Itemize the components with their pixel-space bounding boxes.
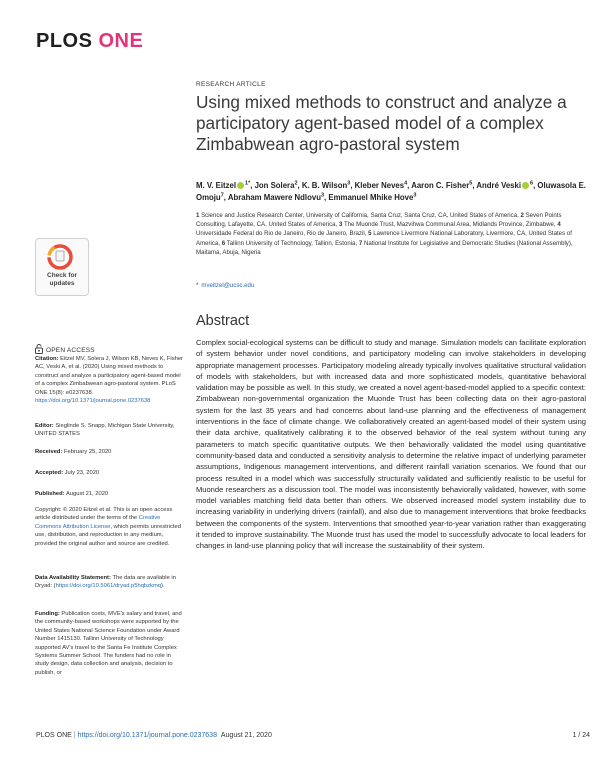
affiliation-number: 6 <box>221 239 226 247</box>
author-name: K. B. Wilson <box>301 181 348 190</box>
affiliation-number: 3 <box>338 221 343 229</box>
editor-block: Editor: Sieglinde S. Snapp, Michigan State University, UNITED STATES <box>35 423 175 438</box>
author-name: Aaron C. Fisher <box>411 181 470 190</box>
affiliation-text: Seven Points Consulting, Lafayette, CA, United States of America, <box>196 212 562 229</box>
author-name: Oluwasola E. Omoju <box>196 181 586 202</box>
open-access-label: OPEN ACCESS <box>35 344 95 354</box>
published-date: Published: August 21, 2020 <box>35 491 109 497</box>
affiliation-number: 5 <box>368 230 372 238</box>
logo-one: ONE <box>98 30 144 52</box>
license-link[interactable]: Creative Commons Attribution License <box>35 515 161 530</box>
author-name: Emmanuel Mhike Hove <box>328 192 414 202</box>
affiliation-text: Lawrence Livermore National Laboratory, Livermore, CA, United States of America, <box>196 230 572 247</box>
affiliation-text: National Institute for Legislative and Democratic Studies (National Assembly), Maitama, Abuja, Nigeria <box>196 239 573 256</box>
affiliation-text: The Muonde Trust, Mazvihwa Communal Area, Midlands Province, Zimbabwe, <box>343 221 556 229</box>
article-type: RESEARCH ARTICLE <box>196 81 266 88</box>
affiliation-number: 4 <box>557 221 561 229</box>
author-name: M. V. Eitzel <box>196 181 237 190</box>
corresponding-email[interactable] <box>196 282 254 289</box>
check-updates-icon <box>46 243 74 271</box>
journal-logo <box>36 30 143 53</box>
abstract-heading: Abstract <box>196 313 250 329</box>
page-footer: PLOS ONE | https://doi.org/10.1371/journal.pone.0237638 August 21, 2020 <box>36 732 272 739</box>
author-name: André Veski <box>476 181 522 190</box>
author-affiliation-number: 4 <box>404 180 408 187</box>
accepted-date: Accepted: July 23, 2020 <box>35 470 100 476</box>
affiliation-number: 2 <box>520 212 524 219</box>
abstract-text: Complex social-ecological systems can be difficult to study and manage. Simulation models can facilitate exploration of system behavior under novel conditions, and participatory modeling can involve stakeholders in developing appropriate management processes. Participatory modeling already typically involves qualitative structural validation of models with stakeholders, but with increased data and more sophisticated models, quantitative behavioral validation may be possible as well. In this study, we created a novel agent-based-model applied to a specific context: Zimbabwean non-governmental organization the Muonde Trust has been collecting data on their agro-pastoral system for the last 35 years and had concerns about land-use planning and the effectiveness of management interventions in the face of climate change. We collaboratively created an agent-based model of their system using their data archive, qualitatively calibrating it to the observed behavior of the real system without tuning any parameters to match specific quantitative outputs. We then behaviorally validated the model using quantitative community-based data and conducted a sensitivity analysis to determine the relative impact of underlying parameter assumptions, Indigenous management interventions, and different rainfall variation scenarios. We found that our process resulted in a model which was successfully structurally validated and sufficiently realistic to be useful for Muonde researchers as a discussion tool. The model was inconsistently behaviorally validated, however, with some model variables matching field data better than others. We observed increased model system instability due to increasing variability in underlying drivers (rainfall), and also due to management interventions that broke feedbacks between the components of the system. Interventions that smoothed year-to-year variation rather than exaggerating it tended to improve sustainability. The Muonde trust has used the model to successfully advocate to local leaders for changes in land-use planning policy that will increase the sustainability of their system. <box>196 338 586 551</box>
copyright-block: Copyright: © 2020 Eitzel et al. This is an open access article distributed under the terms of the Creative Commons Attribution License, which permits unrestricted use, distribution, and reproduction in any medium, provided the original author and source are credited. <box>35 507 181 547</box>
footer-journal: PLOS ONE <box>36 732 72 739</box>
author-affiliation-number: 3 <box>413 191 417 198</box>
affiliation-text: Science and Justice Research Center, University of California, Santa Cruz, Santa Cruz, CA, United States of America, <box>201 212 519 219</box>
author-affiliation-number: 2 <box>294 180 298 187</box>
logo-plos: PLOS <box>36 30 93 52</box>
citation-block: Citation: Eitzel MV, Solera J, Wilson KB, Neves K, Fisher AC, Veski A, et al. (2020) Using mixed methods to construct and analyze a participatory agent-based model of a complex Zimbabwean agro-pastoral system. PLoS ONE 15(8): e0237638. https://doi.org/10.1371/journal.pone.0237638 <box>35 356 183 405</box>
affiliation-text: Tallinn University of Technology, Tallinn, Estonia, <box>226 239 358 247</box>
author-name: Kleber Neves <box>354 181 405 190</box>
footer-date: August 21, 2020 <box>220 732 272 739</box>
author-name: Jon Solera <box>254 181 295 190</box>
orcid-icon[interactable] <box>522 182 529 189</box>
affiliation-number: 7 <box>358 239 363 247</box>
check-updates-label: Check for updates <box>47 272 77 287</box>
dryad-link[interactable]: https://doi.org/10.5061/dryad.p5hqbzkmq <box>55 583 162 590</box>
received-date: Received: February 25, 2020 <box>35 449 112 455</box>
author-affiliation-number: 3 <box>320 191 325 198</box>
email-star: * <box>196 282 199 289</box>
article-title: Using mixed methods to construct and analyze a participatory agent-based model of a complex Zimbabwean agro-pastoral system <box>196 92 567 154</box>
author-list: M. V. Eitzel $^{1*}$, Jon Solera$^2$, K. B. Wilson$^3$, Kleber Neves$^4$, Aaron C. Fisher$^5$, André Veski $^6$, Oluwasola E. Omoju$^7$, Abraham Mawere Ndlovu$^3$, Emmanuel Mhike Hove$^3$ <box>196 180 586 202</box>
funding-block: Funding: Publication costs, MVE's salary and travel, and the community-based workshops were supported by the United States National Science Foundation under Award Number 1415130. Tallinn University of Technology supported AV's travel to the Santa Fe Institute Complex Systems Summer School. The funders had no role in study design, data collection and analysis, decision to publish, or <box>35 611 182 676</box>
author-affiliation-number: 1* <box>245 180 251 187</box>
author-affiliation-number: 7 <box>220 191 224 198</box>
author-affiliation-number: 6 <box>530 180 534 187</box>
footer-doi-link[interactable]: https://doi.org/10.1371/journal.pone.0237638 <box>77 732 217 739</box>
author-name: Abraham Mawere Ndlovu <box>227 192 321 202</box>
citation-doi-link[interactable]: https://doi.org/10.1371/journal.pone.0237638 <box>35 398 151 405</box>
open-lock-icon <box>35 344 43 354</box>
orcid-icon[interactable] <box>237 182 244 189</box>
page-number: 1 / 24 <box>572 732 590 739</box>
data-availability-block: Data Availability Statement: The data are available in Dryad: (https://doi.org/10.5061/dryad.p5hqbzkmq). <box>35 575 176 590</box>
affiliation-number: 1 <box>196 212 200 219</box>
affiliation-list <box>196 211 586 257</box>
affiliation-text: Universidade Federal do Rio de Janeiro, Rio de Janeiro, Brazil, <box>196 230 367 238</box>
email-address[interactable]: mveitzel@ucsc.edu <box>201 282 255 289</box>
author-affiliation-number: 3 <box>347 180 351 187</box>
author-affiliation-number: 5 <box>469 180 473 187</box>
